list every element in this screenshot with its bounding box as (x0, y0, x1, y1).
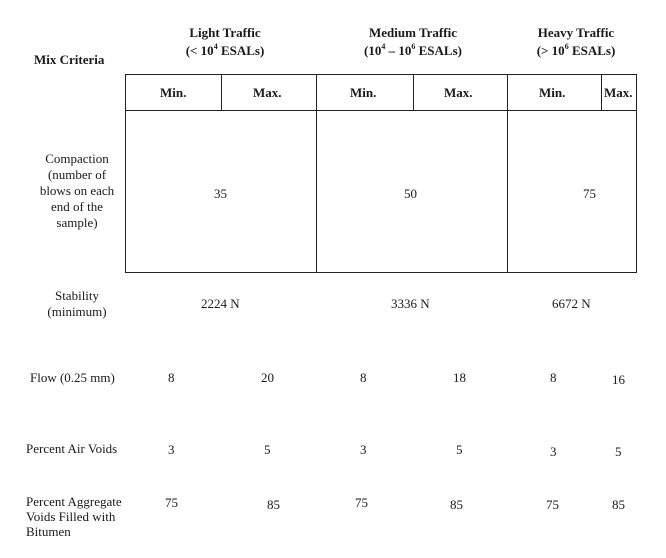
cell-stability-heavy: 6672 N (552, 296, 591, 311)
grid-line-bottom (125, 272, 637, 273)
cell-flow-medium-max: 18 (453, 370, 466, 385)
cell-air-voids-light-max: 5 (264, 442, 271, 457)
cell-stability-medium: 3336 N (391, 296, 430, 311)
cell-air-voids-medium-min: 3 (360, 442, 367, 457)
group-title-heavy: Heavy Traffic (537, 25, 615, 40)
grid-line-left (125, 74, 126, 273)
cell-air-voids-light-min: 3 (168, 442, 175, 457)
min-label-light: Min. (160, 85, 187, 100)
row-label-vfb: Percent Aggregate Voids Filled with Bitumen (26, 494, 122, 539)
cell-compaction-medium: 50 (404, 186, 417, 201)
max-label-medium: Max. (444, 85, 473, 100)
row-label-air-voids: Percent Air Voids (26, 441, 118, 456)
cell-compaction-heavy: 75 (583, 186, 596, 201)
cell-vfb-heavy-max: 85 (612, 497, 625, 512)
group-header-medium (338, 24, 488, 60)
cell-vfb-light-max: 85 (267, 497, 280, 512)
row-label-flow: Flow (0.25 mm) (30, 370, 115, 385)
cell-stability-light: 2224 N (201, 296, 240, 311)
mix-criteria-heading: Mix Criteria (34, 52, 105, 67)
max-label-light: Max. (253, 85, 282, 100)
cell-flow-light-max: 20 (261, 370, 274, 385)
group-title-light: Light Traffic (189, 25, 261, 40)
cell-air-voids-heavy-max: 5 (615, 444, 622, 459)
cell-flow-heavy-min: 8 (550, 370, 557, 385)
group-condition-medium: ($10^4 - 10^6$ ESALs) (364, 42, 462, 58)
group-header-light (150, 24, 300, 60)
grid-line-col2 (316, 74, 317, 273)
min-label-medium: Min. (350, 85, 377, 100)
cell-compaction-light: 35 (214, 186, 227, 201)
min-label-heavy: Min. (539, 85, 566, 100)
cell-vfb-medium-min: 75 (355, 495, 368, 510)
cell-flow-medium-min: 8 (360, 370, 367, 385)
row-label-compaction: Compaction (number of blows on each end of the sample) (39, 151, 115, 230)
cell-vfb-heavy-min: 75 (546, 497, 559, 512)
grid-line-right (636, 74, 637, 273)
grid-line-sub-light (221, 74, 222, 111)
grid-line-top (125, 74, 637, 75)
group-title-medium: Medium Traffic (369, 25, 457, 40)
grid-line-sub-medium (413, 74, 414, 111)
group-condition-heavy: (> $10^6$ ESALs) (536, 42, 616, 58)
cell-vfb-medium-max: 85 (450, 497, 463, 512)
cell-air-voids-medium-max: 5 (456, 442, 463, 457)
cell-flow-light-min: 8 (168, 370, 175, 385)
cell-vfb-light-min: 75 (165, 495, 178, 510)
grid-line-subheader (125, 110, 637, 111)
cell-air-voids-heavy-min: 3 (550, 444, 557, 459)
grid-line-col3 (507, 74, 508, 273)
max-label-heavy: Max. (604, 85, 633, 100)
row-label-stability: Stability (minimum) (47, 288, 107, 319)
grid-line-sub-heavy (601, 74, 602, 111)
group-header-heavy (510, 24, 642, 60)
cell-flow-heavy-max: 16 (612, 372, 625, 387)
group-condition-light: (< $10^4$ ESALs) (185, 42, 265, 58)
